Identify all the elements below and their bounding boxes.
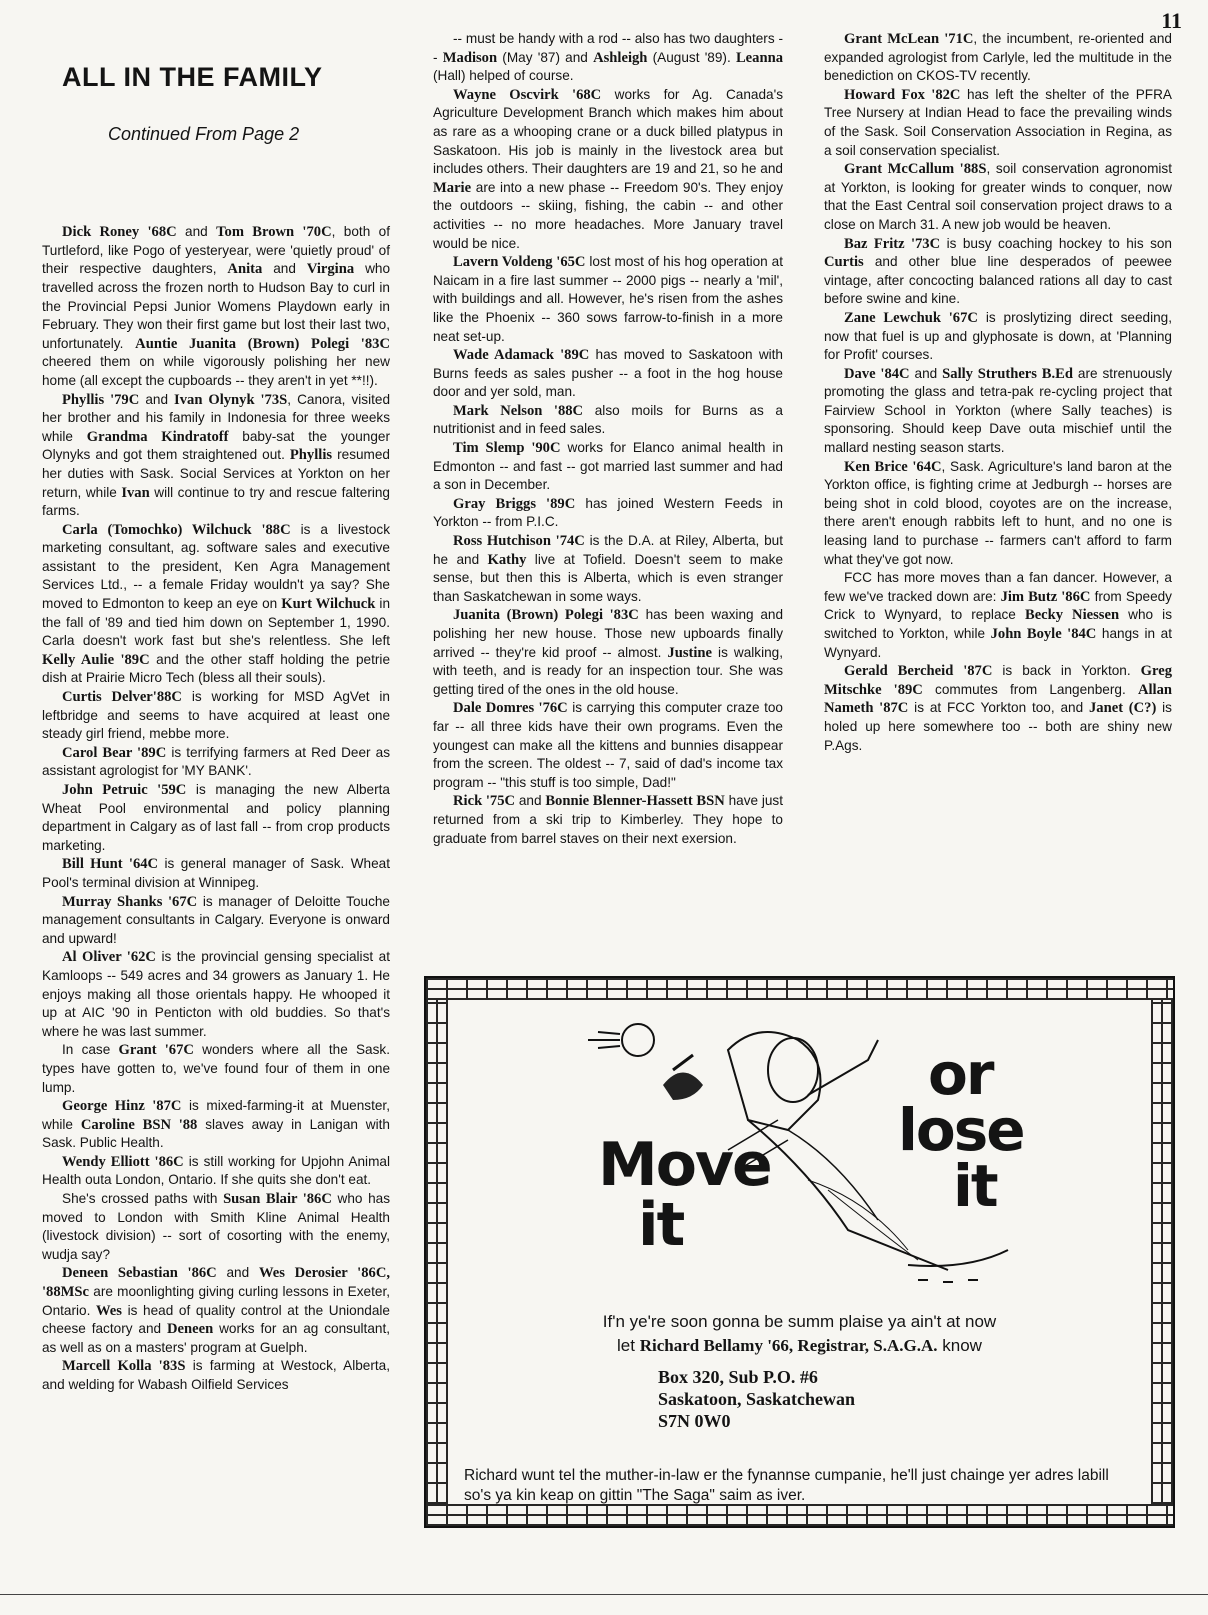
person-name: Kathy bbox=[487, 551, 527, 568]
person-name: Zane Lewchuk '67C bbox=[844, 309, 978, 326]
person-name: Grandma Kindratoff bbox=[86, 428, 229, 445]
text-run: live at Tofield. Doesn't seem to make sense, but then this is Alberta, which is even stranger than Saskatchewan in some ways. bbox=[433, 551, 784, 604]
text-run: also moils for Burns as a nutritionist and in feed sales. bbox=[433, 402, 783, 437]
person-name: Marcell Kolla '83S bbox=[62, 1358, 186, 1375]
text-run: is manager of Deloitte Touche management consultants in Calgary. Everyone is onward and upward! bbox=[42, 893, 390, 946]
paragraph bbox=[433, 346, 783, 402]
paragraph bbox=[824, 309, 1172, 365]
paragraph bbox=[42, 781, 390, 855]
text-run: is at FCC Yorkton too, and bbox=[908, 700, 1089, 716]
text-run: is walking, with teeth, and is ready for an inspection tour. She was getting tired of the ones in the old house. bbox=[433, 644, 783, 697]
person-name: Bill Hunt '64C bbox=[62, 856, 159, 873]
text-run: are strenuously promoting the glass and tetra-pak re-cycling project that Fairview School in Yorkton (where Sally teaches) is sponsoring. Should keep Dave outa mischief until the mallard nesting season starts. bbox=[824, 365, 1173, 456]
text-run: , soil conservation agronomist at Yorkton, is looking for greater winds to conquer, now that the East Central soil conservation project draws to a close on March 31. A new job would be heaven. bbox=[824, 161, 1172, 232]
person-name: Sally Struthers B.Ed bbox=[942, 365, 1073, 382]
running-man-illustration bbox=[448, 1000, 1151, 1300]
person-name: Tom Brown '70C bbox=[216, 224, 332, 241]
person-name: Dave '84C bbox=[844, 365, 910, 382]
text-run: in the fall of '89 and tied him down on September 1, 1990. Carla doesn't work fast but she's relentless. She left bbox=[42, 596, 391, 649]
border-bottom bbox=[426, 1504, 1173, 1526]
paragraph bbox=[42, 744, 390, 781]
paragraph bbox=[824, 569, 1172, 662]
person-name: George Hinz '87C bbox=[62, 1098, 182, 1115]
ad-word-or: or bbox=[928, 1040, 993, 1108]
person-name: Grant McLean '71C bbox=[844, 31, 974, 47]
person-name: Wendy Elliott '86C bbox=[62, 1153, 184, 1170]
paragraph bbox=[433, 699, 783, 792]
border-top bbox=[426, 978, 1173, 1000]
person-name: Carol Bear '89C bbox=[62, 744, 167, 761]
person-name: Virgina bbox=[306, 261, 355, 278]
text-run: FCC has more moves than a fan dancer. However, a few we've tracked down are: bbox=[824, 570, 1172, 604]
text-run: is working for MSD AgVet in leftbridge and seems to have acquired at least one steady girl friend, mebbe more. bbox=[42, 689, 390, 742]
person-name: Wes bbox=[96, 1302, 122, 1319]
mailing-address bbox=[658, 1366, 855, 1432]
paragraph bbox=[42, 391, 390, 521]
continued-note: Continued From Page 2 bbox=[108, 123, 300, 144]
paragraph bbox=[42, 223, 390, 390]
paragraph bbox=[433, 439, 783, 495]
person-name: Ross Hutchison '74C bbox=[453, 533, 585, 550]
paragraph bbox=[42, 1190, 390, 1264]
ad-line-1: If'n ye're soon gonna be summ plaise ya ain't at now bbox=[602, 1312, 997, 1331]
text-run: is proslytizing direct seeding, now that fuel is up and glyphosate is down, at 'Planning for Profit' courses. bbox=[824, 309, 1172, 363]
paragraph bbox=[42, 1153, 390, 1190]
person-name: Baz Fritz '73C bbox=[844, 235, 941, 252]
text-run: works for Ag. Canada's Agriculture Development Branch which makes him about as rare as a whooping crane or a duck billed platypus in Saskatoon. His job is mainly in the livestock area but includes others. Their daughters are 19 and 21, so he and bbox=[433, 86, 783, 177]
person-name: Wade Adamack '89C bbox=[453, 347, 590, 364]
paragraph bbox=[42, 521, 390, 688]
column-2-body bbox=[433, 30, 783, 848]
text-run: have just returned from a ski trip to Kimberley. They hope to graduate from barrel staves on their next exersion. bbox=[433, 793, 784, 846]
text-run: , Sask. Agriculture's land baron at the Yorkton office, is fighting crime at Jedburgh -- horses are being shot in cold blood, coyotes are on the increase, there aren't enough rabbits left to hunt, and no one is leasing land to purchase -- farmers can't afford to farm what they've got now. bbox=[824, 458, 1172, 567]
text-run: , both of Turtleford, like Pogo of yesteryear, were 'quietly proud' of their respective daughters, bbox=[42, 224, 390, 277]
text-run: In case bbox=[62, 1042, 119, 1058]
article-heading: ALL IN THE FAMILY bbox=[62, 62, 323, 92]
person-name: Curtis Delver'88C bbox=[62, 689, 182, 706]
person-name: Susan Blair '86C bbox=[223, 1191, 332, 1208]
text-run: cheered them on while vigorously polishing her new home (all except the cupboards -- they aren't in yet **!!). bbox=[42, 354, 390, 388]
text-run: is still working for Upjohn Animal Health outa London, Ontario. If she quits she don't eat. bbox=[42, 1153, 390, 1188]
column-3 bbox=[824, 30, 1172, 755]
person-name: Caroline BSN '88 bbox=[80, 1116, 198, 1133]
paragraph bbox=[433, 792, 783, 848]
ad-word-it-left: it bbox=[638, 1190, 684, 1260]
text-run: She's crossed paths with bbox=[62, 1191, 224, 1207]
paragraph bbox=[42, 1264, 390, 1357]
text-run: and bbox=[262, 261, 307, 277]
ad-word-it-right: it bbox=[953, 1152, 997, 1220]
text-run: is the D.A. at Riley, Alberta, but he and bbox=[433, 533, 783, 567]
person-name: Ivan bbox=[121, 484, 150, 501]
person-name: Auntie Juanita (Brown) Polegi '83C bbox=[135, 335, 390, 352]
text-run: is general manager of Sask. Wheat Pool's terminal division at Winnipeg. bbox=[42, 856, 390, 890]
person-name: Ashleigh bbox=[593, 49, 648, 66]
paragraph bbox=[433, 402, 783, 439]
person-name: Tim Slemp '90C bbox=[453, 440, 561, 457]
person-name: Phyllis bbox=[289, 447, 333, 464]
person-name: Mark Nelson '88C bbox=[453, 402, 584, 419]
text-run: from Speedy Crick to Wynyard, to replace bbox=[824, 588, 1172, 623]
paragraph bbox=[824, 86, 1172, 160]
text-run: is terrifying farmers at Red Deer as assistant agrologist for 'MY BANK'. bbox=[42, 744, 391, 779]
border-right bbox=[1151, 1000, 1173, 1504]
text-run: is mixed-farming-it at Muenster, while bbox=[42, 1098, 390, 1132]
person-name: Deneen bbox=[166, 1321, 214, 1338]
person-name: Gray Briggs '89C bbox=[453, 495, 576, 512]
person-name: Anita bbox=[227, 261, 263, 278]
address-line-1: Box 320, Sub P.O. #6 bbox=[658, 1367, 818, 1387]
text-run: are into a new phase -- Freedom 90's. They enjoy the outdoors -- skiing, fishing, the cabin -- and other activities -- no more headaches. More January travel would be nice. bbox=[433, 179, 783, 251]
person-name: Murray Shanks '67C bbox=[62, 893, 198, 910]
text-run: and bbox=[139, 391, 175, 407]
paragraph bbox=[42, 688, 390, 744]
paragraph bbox=[824, 235, 1172, 309]
text-run: is back in Yorkton. bbox=[992, 663, 1141, 679]
person-name: Kurt Wilchuck bbox=[281, 596, 376, 613]
person-name: Jim Butz '86C bbox=[1000, 588, 1091, 605]
text-run: is holed up here somewhere too -- both are shiny new P.Ags. bbox=[824, 700, 1172, 753]
person-name: Dale Domres '76C bbox=[453, 700, 568, 717]
text-run: works for Elanco animal health in Edmonton -- and fast -- got married last summer and had a son in December. bbox=[433, 440, 784, 493]
person-name: Dick Roney '68C bbox=[62, 224, 177, 241]
paragraph bbox=[42, 1357, 390, 1394]
text-run: are moonlighting giving curling lessons in Exeter, Ontario. bbox=[42, 1284, 390, 1318]
person-name: Carla (Tomochko) Wilchuck '88C bbox=[62, 521, 291, 538]
paragraph bbox=[433, 606, 783, 699]
person-name: Rick '75C bbox=[453, 793, 516, 810]
person-name: Janet (C?) bbox=[1089, 700, 1157, 717]
text-run: and bbox=[176, 224, 217, 240]
paragraph bbox=[42, 1097, 390, 1153]
person-name: Grant '67C bbox=[118, 1042, 194, 1059]
person-name: Lavern Voldeng '65C bbox=[453, 254, 586, 271]
text-run: (May '87) and bbox=[497, 49, 594, 65]
text-run: is managing the new Alberta Wheat Pool environmental and policy planning department in Calgary as of last fall -- from crop products marketing. bbox=[42, 782, 390, 853]
person-name: Al Oliver '62C bbox=[62, 949, 156, 966]
text-run: is busy coaching hockey to his son bbox=[940, 235, 1172, 251]
page-number: 11 bbox=[1161, 8, 1182, 33]
text-run: and bbox=[909, 365, 943, 381]
person-name: Ken Brice '64C bbox=[844, 458, 942, 475]
text-run: is carrying this computer craze too far -- all three kids have their own programs. Even the youngest can make all the kittens and bunnies disappear from the screen. The oldest -- 7, said of dad's income tax program -- "this stuff is too simple, Dad!" bbox=[433, 700, 783, 790]
person-name: Justine bbox=[667, 644, 713, 661]
text-run: and bbox=[515, 793, 546, 809]
text-run: , Canora, visited her brother and his family in Indonesia for three weeks while bbox=[42, 391, 391, 444]
paragraph bbox=[824, 662, 1172, 755]
paragraph bbox=[42, 855, 390, 892]
text-run: works for an ag consultant, as well as on a masters' program at Guelph. bbox=[42, 1321, 391, 1355]
person-name: Becky Niessen bbox=[1024, 607, 1120, 624]
column-3-body bbox=[824, 30, 1172, 755]
text-run: and the other staff holding the petrie dish at Prairie Micro Tech (bless all their souls). bbox=[42, 651, 391, 686]
person-name: Allan Nameth '87C bbox=[824, 681, 1172, 717]
paragraph bbox=[824, 365, 1172, 458]
text-run: has moved to Saskatoon with Burns feeds as sales pusher -- a foot in the hog house door and yer sold, man. bbox=[433, 347, 783, 400]
column-1 bbox=[42, 30, 390, 1395]
person-name: Howard Fox '82C bbox=[844, 86, 961, 103]
text-run: slaves away in Lanigan with Sask. Public Health. bbox=[42, 1116, 390, 1151]
address-line-3: S7N 0W0 bbox=[658, 1411, 731, 1431]
text-run: who is switched to Yorkton, while bbox=[824, 607, 1172, 641]
person-name: Grant McCallum '88S bbox=[844, 161, 987, 178]
text-run: hangs in at Wynyard. bbox=[824, 626, 1172, 660]
person-name: John Petruic '59C bbox=[62, 782, 187, 798]
text-run: -- must be handy with a rod -- also has two daughters -- bbox=[433, 31, 783, 65]
text-run: has been waxing and polishing her new house. Those new upboards finally arrived -- they're kid proof -- almost. bbox=[433, 607, 783, 660]
paragraph bbox=[824, 30, 1172, 86]
text-run: lost most of his hog operation at Naicam in a fire last summer -- 2000 pigs -- nearly a 'mil', with buildings and all. However, he's risen from the ashes like the Phoenix -- 360 sows farrow-to-finish in a more neat set-up. bbox=[433, 254, 783, 344]
text-run: (Hall) helped of course. bbox=[433, 68, 574, 84]
text-run: is a livestock marketing consultant, ag. software sales and executive assistant to the president, Ken Agra Management Services Ltd., -- a female Friday wouldn't ya say? She moved to Edmonton to keep an eye on bbox=[42, 521, 390, 612]
ad-footer-note: Richard wunt tel the muther-in-law er the fynannse cumpanie, he'll just chainge yer adres labill so's ya kin keap on gittin "The Saga" saim as iver. bbox=[464, 1467, 1109, 1504]
text-run: (August '89). bbox=[647, 49, 736, 65]
person-name: Marie bbox=[433, 179, 472, 196]
text-run: and bbox=[216, 1265, 259, 1281]
paragraph bbox=[433, 532, 783, 606]
ad-line-2-post: know bbox=[937, 1336, 982, 1355]
person-name: Bonnie Blenner-Hassett BSN bbox=[545, 793, 725, 810]
paragraph bbox=[433, 253, 783, 346]
text-run: baby-sat the younger Olynyks and got them straightened out. bbox=[42, 428, 390, 463]
address-change-ad bbox=[424, 976, 1175, 1528]
text-run: and other blue line desperados of peewee vintage, after concocting balanced rations all day to cast before swine and kine. bbox=[824, 254, 1172, 307]
person-name: Kelly Aulie '89C bbox=[42, 651, 150, 668]
person-name: Gerald Bercheid '87C bbox=[844, 663, 993, 680]
person-name: Wayne Oscvirk '68C bbox=[453, 86, 602, 103]
paragraph bbox=[42, 1041, 390, 1097]
person-name: Madison bbox=[442, 49, 498, 66]
text-run: is farming at Westock, Alberta, and welding for Wabash Oilfield Services bbox=[42, 1358, 390, 1392]
ad-registrar: Richard Bellamy '66, Registrar, S.A.G.A. bbox=[639, 1336, 938, 1355]
person-name: John Boyle '84C bbox=[990, 626, 1097, 642]
paragraph bbox=[824, 160, 1172, 234]
paragraph bbox=[42, 948, 390, 1041]
paragraph bbox=[433, 495, 783, 532]
text-run: who travelled across the frozen north to Hudson Bay to curl in the Provincial Pepsi Junior Womens Playdown early in February. They won their first game but lost their last two, unfortunately. bbox=[42, 261, 391, 351]
column-1-body bbox=[42, 223, 390, 1394]
ad-content bbox=[448, 1000, 1151, 1504]
text-run: is head of quality control at the Uniondale cheese factory and bbox=[42, 1302, 390, 1337]
text-run: resumed her duties with Sask. Social Services at Yorkton on her return, while bbox=[42, 447, 390, 500]
ad-line-2-pre: let bbox=[617, 1336, 640, 1355]
text-run: , the incumbent, re-oriented and expanded agrologist from Carlyle, led the multitude in the benediction on CKOS-TV recently. bbox=[824, 31, 1172, 84]
person-name: Phyllis '79C bbox=[62, 391, 140, 408]
person-name: Greg Mitschke '89C bbox=[824, 663, 1172, 698]
text-run: wonders where all the Sask. types have gotten to, we've found four of them in one lump. bbox=[42, 1042, 390, 1095]
ad-word-move: Move bbox=[598, 1130, 771, 1200]
person-name: Wes Derosier '86C, '88MSc bbox=[42, 1265, 391, 1301]
person-name: Ivan Olynyk '73S bbox=[174, 391, 288, 408]
ad-line-2 bbox=[448, 1336, 1151, 1356]
page-bottom-rule bbox=[0, 1594, 1208, 1595]
text-run: who has moved to London with Smith Kline Animal Health (livestock division) -- sort of cosorting with the enemy, wudja say? bbox=[42, 1191, 390, 1262]
text-run: commutes from Langenberg. bbox=[922, 681, 1138, 697]
text-run: is the provincial gensing specialist at Kamloops -- 549 acres and 34 growers as January 1. He enjoys making all those orientals happy. He whooped it up at AIC '90 in Penticton with old buddies. So that's where he was last summer. bbox=[42, 949, 390, 1039]
person-name: Leanna bbox=[735, 49, 783, 66]
text-run: will continue to try and rescue faltering farms. bbox=[42, 484, 390, 519]
paragraph bbox=[433, 30, 783, 86]
column-2 bbox=[433, 30, 783, 848]
ad-word-lose: lose bbox=[898, 1096, 1024, 1164]
paragraph bbox=[824, 458, 1172, 570]
text-run: has left the shelter of the PFRA Tree Nursery at Indian Head to face the prevailing winds of the Sask. Soil Conservation Association in Regina, as a soil conservation specialist. bbox=[824, 86, 1172, 158]
person-name: Juanita (Brown) Polegi '83C bbox=[453, 607, 639, 624]
paragraph bbox=[42, 893, 390, 949]
address-line-2: Saskatoon, Saskatchewan bbox=[658, 1389, 856, 1409]
person-name: Curtis bbox=[824, 254, 864, 271]
paragraph bbox=[433, 86, 783, 253]
border-left bbox=[426, 1000, 448, 1504]
person-name: Deneen Sebastian '86C bbox=[62, 1265, 217, 1282]
text-run: has joined Western Feeds in Yorkton -- from P.I.C. bbox=[433, 495, 783, 530]
